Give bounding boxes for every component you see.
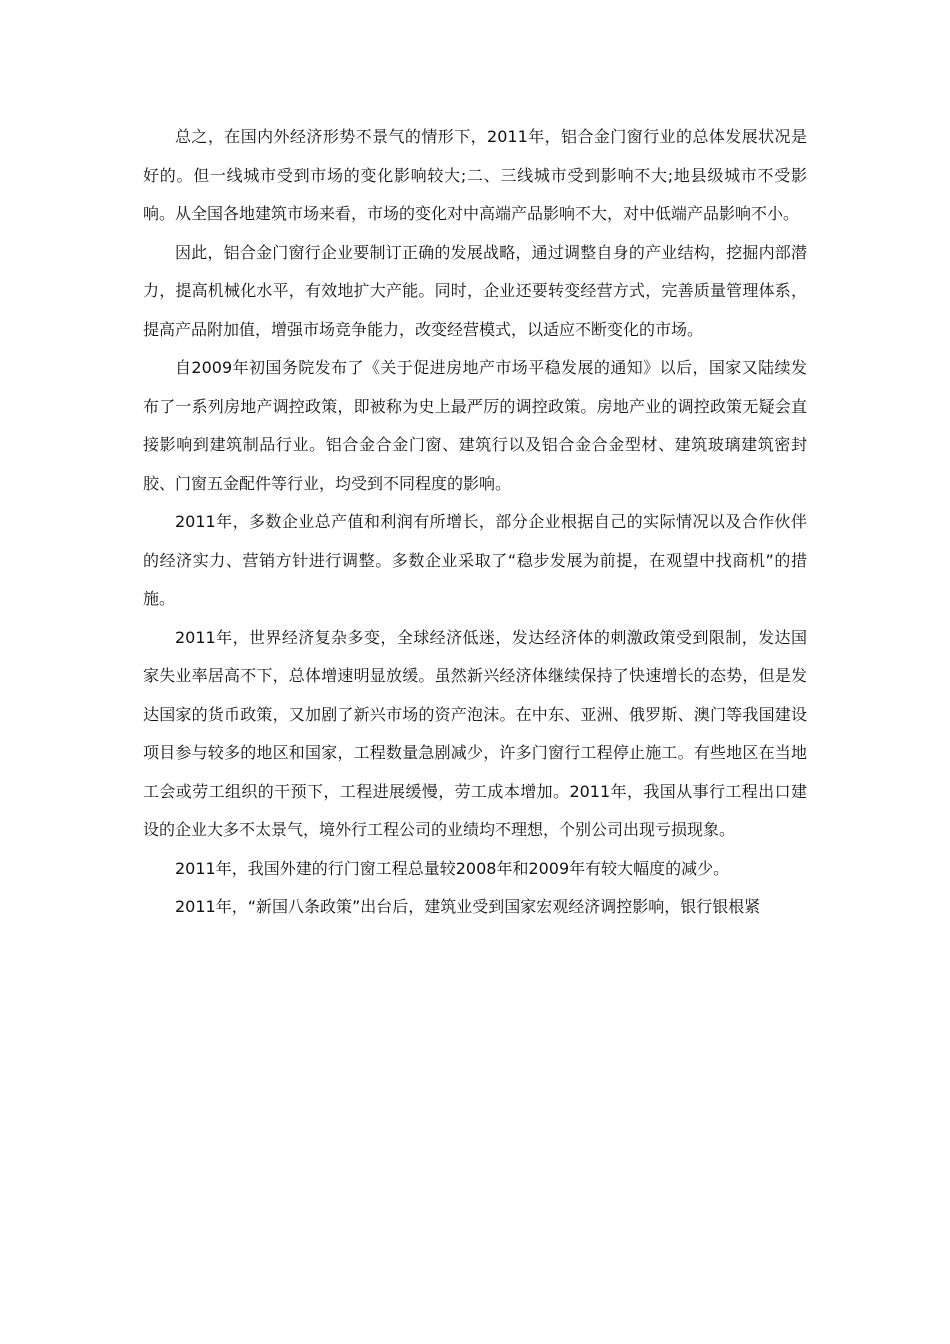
paragraph-3: 自2009年初国务院发布了《关于促进房地产市场平稳发展的通知》以后，国家又陆续发布了一系列房地产调控政策，即被称为史上最严厉的调控政策。房地产业的调控政策无疑会直接影响到建筑制品行业。铝合金合金门窗、建筑行以及铝合金合金型材、建筑玻璃建筑密封胶、门窗五金配件等行业，均受到不同程度的影响。: [143, 358, 807, 493]
paragraph-7: 2011年，“新国八条政策”出台后，建筑业受到国家宏观经济调控影响，银行银根紧: [175, 897, 761, 916]
paragraph-4: 2011年，多数企业总产值和利润有所增长，部分企业根据自己的实际情况以及合作伙伴的经济实力、营销方针进行调整。多数企业采取了“稳步发展为前提，在观望中找商机”的措施。: [143, 512, 807, 608]
paragraph-1: 总之，在国内外经济形势不景气的情形下，2011年，铝合金门窗行业的总体发展状况是好的。但一线城市受到市场的变化影响较大;二、三线城市受到影响不大;地县级城市不受影响。从全国各地建筑市场来看，市场的变化对中高端产品影响不大，对中低端产品影响不小。: [143, 127, 807, 223]
paragraph-5: 2011年，世界经济复杂多变，全球经济低迷，发达经济体的刺激政策受到限制，发达国家失业率居高不下，总体增速明显放缓。虽然新兴经济体继续保持了快速增长的态势，但是发达国家的货币政策，又加剧了新兴市场的资产泡沫。在中东、亚洲、俄罗斯、澳门等我国建设项目参与较多的地区和国家，工程数量急剧减少，许多门窗行工程停止施工。有些地区在当地工会或劳工组织的干预下，工程进展缓慢，劳工成本增加。2011年，我国从事行工程出口建设的企业大多不太景气，境外行工程公司的业绩均不理想，个别公司出现亏损现象。: [143, 627, 807, 839]
document-body: [143, 118, 807, 927]
paragraph-6: 2011年，我国外建的行门窗工程总量较2008年和2009年有较大幅度的减少。: [175, 858, 730, 878]
paragraph-2: 因此，铝合金门窗行企业要制订正确的发展战略，通过调整自身的产业结构，挖掘内部潜力，提高机械化水平，有效地扩大产能。同时，企业还要转变经营方式，完善质量管理体系，提高产品附加值，增强市场竞争能力，改变经营模式，以适应不断变化的市场。: [143, 242, 807, 339]
